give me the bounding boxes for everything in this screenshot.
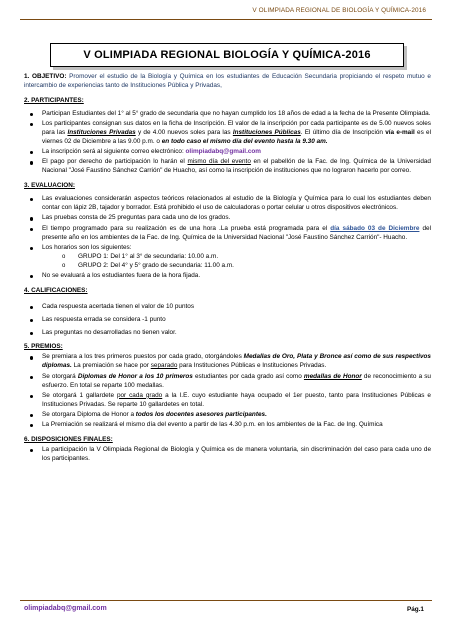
list-item: Se otorgará 1 gallardete por cada grado a la I.E. cuyo estudiante haya ocupado el 1er puesto, tanto para Instituciones Públicas e Instituciones Privadas. Se reparte 10 gallardetes en total.	[24, 392, 431, 410]
section-evaluacion	[24, 182, 431, 281]
sub-list-item: o GRUPO 1: Del 1° al 3° de secundaria: 10.00 a.m.	[42, 253, 431, 262]
list-item: Se otorgara Diploma de Honor a todos los docentes asesores participantes.	[24, 411, 431, 420]
email-link[interactable]: olimpiadabq@gmail.com	[185, 148, 261, 156]
footer-rule	[20, 600, 432, 601]
list-item: Las evaluaciones considerarán aspectos teóricos relacionados al estudio de la Biología y Química para lo cual los estudiantes deben contar con lápiz 2B, tajador y borrador. Está prohibido el uso de calculadoras o portar celular u otros dispositivos electrónicos.	[24, 195, 431, 213]
section-premios	[24, 343, 431, 430]
document-title: V OLIMPIADA REGIONAL BIOLOGÍA Y QUÍMICA-2016	[83, 49, 371, 61]
section-heading: 1. OBJETIVO:	[24, 73, 67, 80]
list-item: Los participantes consignan sus datos en la ficha de Inscripción. El valor de la inscripción por cada participante es de 5.00 nuevos soles para las Instituciones Privadas y de 4.00 nuevos soles para las Instituciones Públicas. El último día de Inscripción vía e-mail es el viernes 02 de Diciembre a las 9.00 p.m. o en todo caso el mismo día del evento hasta la 9.30 am.	[24, 120, 431, 147]
bullet-list	[24, 353, 431, 430]
section-disposiciones	[24, 436, 431, 464]
page-number: Pág.1	[406, 606, 424, 613]
document-body	[24, 73, 431, 470]
footer-email-link[interactable]: olimpiadabq@gmail.com	[24, 605, 107, 612]
sub-list-item: o GRUPO 2: Del 4° y 5° grado de secundaria: 11.00 a.m.	[42, 262, 431, 271]
objective-text: Promover el estudio de la Biología y Química en los estudiantes de Educación Secundaria propiciando el respeto mutuo e intercambio de experiencias tanto de Instituciones Pública y Privadas,	[24, 73, 431, 89]
bullet-list	[24, 303, 431, 338]
list-item: La Premiación se realizará el mismo día del evento a partir de las 4.30 p.m. en los ambientes de la Fac. de Ing. Química	[24, 421, 431, 430]
section-heading: 5. PREMIOS:	[24, 343, 63, 351]
list-item: Participan Estudiantes del 1° al 5° grado de secundaria que no hayan cumplido los 18 años de edad a la fecha de la Presente Olimpiada.	[24, 110, 431, 119]
list-item: El pago por derecho de participación lo harán el mismo día del evento en el pabellón de la Fac. de Ing. Química de la Universidad Nacional "José Faustino Sánchez Carrión" de Huacho, así como la inscripción de instituciones que no lograron hacerlo por correo.	[24, 158, 431, 176]
section-heading: 6. DISPOSICIONES FINALES:	[24, 436, 113, 444]
bullet-list	[24, 110, 431, 177]
list-item: Las respuesta errada se considera -1 punto	[24, 316, 431, 325]
header-rule	[20, 19, 432, 20]
section-heading: 3. EVALUACION:	[24, 182, 76, 190]
list-item: Se otorgará Diplomas de Honor a los 10 primeros estudiantes por cada grado así como medallas de Honor de reconocimiento a su esfuerzo. En total se reparte 100 medallas.	[24, 373, 431, 391]
list-item: Las pruebas consta de 25 preguntas para cada uno de los grados.	[24, 214, 431, 223]
title-box	[50, 43, 404, 67]
sub-list	[42, 253, 431, 271]
list-item: Cada respuesta acertada tienen el valor de 10 puntos	[24, 303, 431, 312]
list-item: No se evaluará a los estudiantes fuera de la hora fijada.	[24, 272, 431, 281]
list-item: Los horarios son los siguientes: o GRUPO 1: Del 1° al 3° de secundaria: 10.00 a.m. o GRUPO 2: Del 4° y 5° grado de secundaria: 11.00 a.m.	[24, 244, 431, 271]
list-item: La inscripción será al siguiente correo electrónico: olimpiadabq@gmail.com	[24, 148, 431, 157]
list-item: Las preguntas no desarrolladas no tienen valor.	[24, 329, 431, 338]
list-item: El tiempo programado para su realización es de una hora .La prueba está programada para el día sábado 03 de Diciembre del presente año en los ambientes de la Fac. de Ing. Química de la Universidad Nacional "José Faustino Sánchez Carrión"- Huacho.	[24, 225, 431, 243]
section-heading: 4. CALIFICACIONES:	[24, 286, 88, 294]
section-calificaciones	[24, 287, 431, 338]
list-item: Se premiara a los tres primeros puestos por cada grado, otorgándoles Medallas de Oro, Plata y Bronce así como de sus respectivos diplomas. La premiación se hace por separado para Instituciones Públicas e Instituciones Privadas.	[24, 353, 431, 371]
section-heading: 2. PARTICIPANTES:	[24, 96, 84, 104]
bullet-list	[24, 195, 431, 281]
bullet-list	[24, 446, 431, 464]
list-item: La participación la V Olimpiada Regional de Biología y Química es de manera voluntaria, sin discriminación del caso para cada uno de los participantes.	[24, 446, 431, 464]
section-participantes	[24, 97, 431, 176]
running-header: V OLIMPIADA REGIONAL DE BIOLOGÍA Y QUÍMICA-2016	[252, 7, 426, 14]
section-objetivo	[24, 73, 431, 91]
